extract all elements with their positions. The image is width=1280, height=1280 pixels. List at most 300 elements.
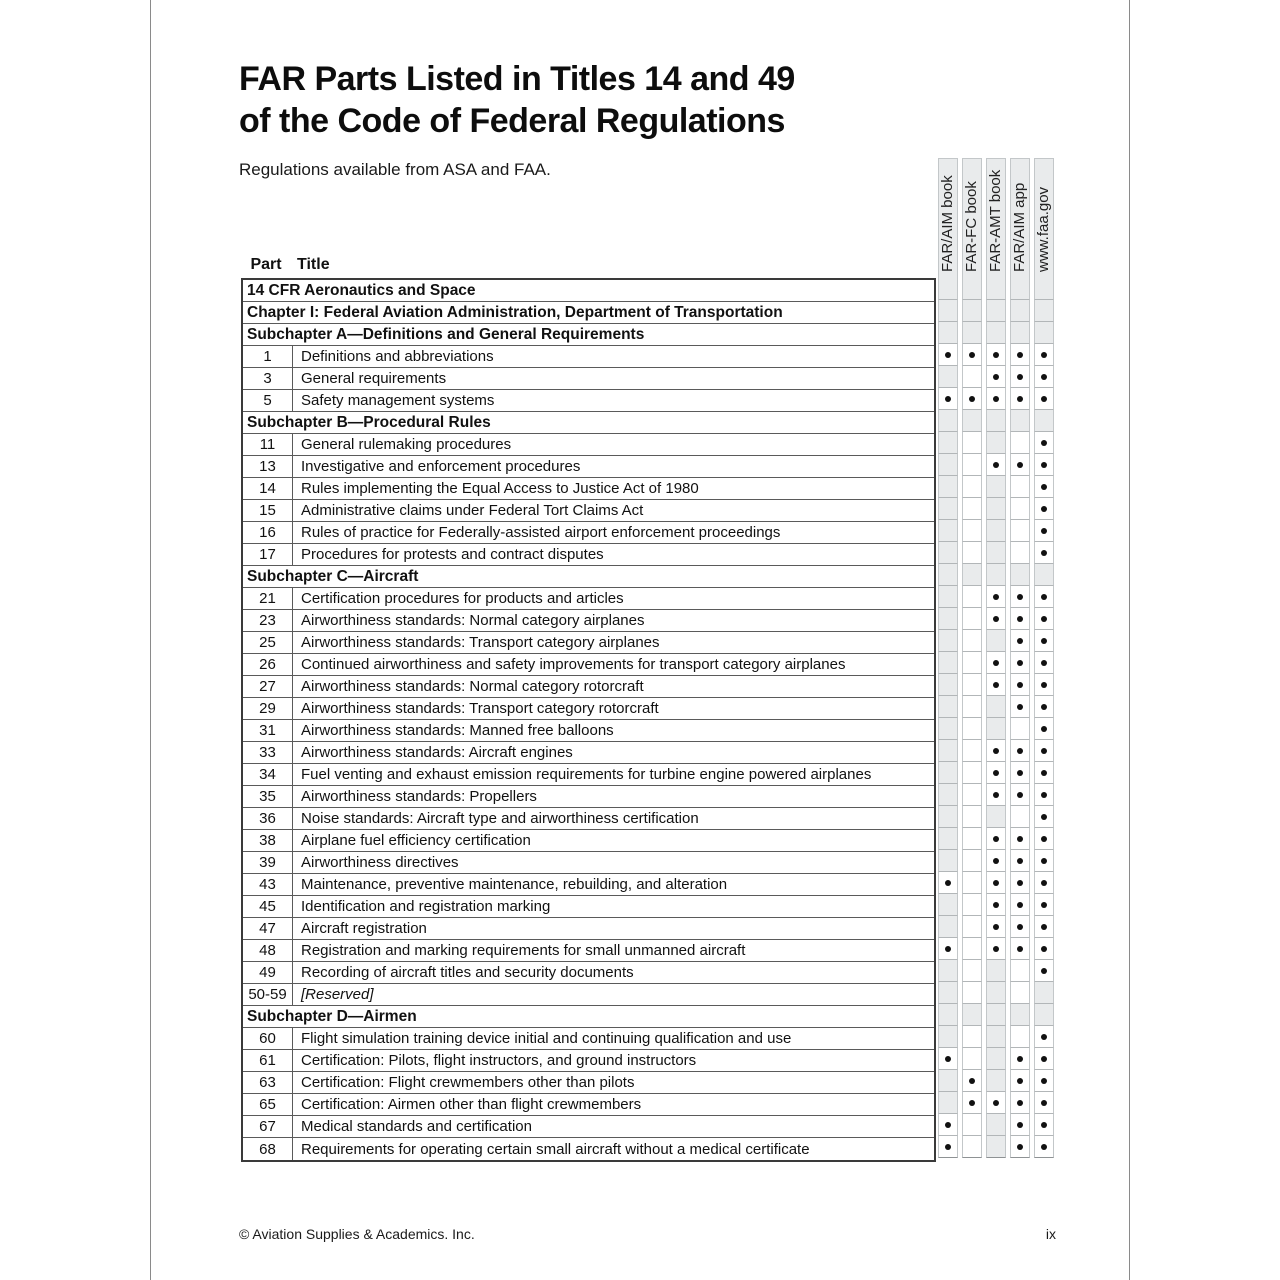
- availability-row: [938, 366, 1054, 388]
- availability-cell: [1034, 1136, 1054, 1158]
- availability-dot: [993, 682, 999, 688]
- availability-cell: [986, 806, 1006, 828]
- availability-dot: [1041, 1078, 1047, 1084]
- availability-dot: [1041, 858, 1047, 864]
- availability-dot: [993, 374, 999, 380]
- availability-dot: [1041, 1034, 1047, 1040]
- availability-dot: [993, 616, 999, 622]
- availability-cell: [1010, 718, 1030, 740]
- part-number-cell: 50-59: [243, 984, 293, 1005]
- availability-row: [938, 872, 1054, 894]
- availability-cell: [938, 630, 958, 652]
- availability-cell: [938, 740, 958, 762]
- table-row: [243, 522, 934, 544]
- availability-dot: [945, 396, 951, 402]
- availability-cell: [962, 344, 982, 366]
- availability-cell: [938, 1070, 958, 1092]
- section-row: [243, 302, 934, 324]
- part-number-cell: 31: [243, 720, 293, 741]
- section-row: [243, 280, 934, 302]
- availability-cell: [986, 586, 1006, 608]
- availability-cell: [938, 520, 958, 542]
- availability-cell: [962, 762, 982, 784]
- availability-cell: [1010, 1114, 1030, 1136]
- availability-cell: [1010, 344, 1030, 366]
- availability-dot: [1041, 396, 1047, 402]
- part-title-cell: Airworthiness directives: [301, 854, 459, 871]
- availability-dot: [1017, 682, 1023, 688]
- availability-cell: [938, 674, 958, 696]
- availability-cell: [1010, 740, 1030, 762]
- part-title-cell: Definitions and abbreviations: [301, 348, 494, 365]
- part-title-cell: Administrative claims under Federal Tort Claims Act: [301, 502, 644, 519]
- availability-dot: [1041, 814, 1047, 820]
- table-row: [243, 1116, 934, 1138]
- availability-cell: [962, 542, 982, 564]
- availability-cell: [962, 894, 982, 916]
- availability-cell: [938, 872, 958, 894]
- availability-cell: [1010, 652, 1030, 674]
- availability-cell: [1034, 806, 1054, 828]
- availability-cell: [986, 674, 1006, 696]
- table-row: [243, 456, 934, 478]
- availability-dot: [993, 924, 999, 930]
- section-row: [243, 1006, 934, 1028]
- availability-row: [938, 542, 1054, 564]
- availability-cell: [1010, 388, 1030, 410]
- table-row: [243, 764, 934, 786]
- part-number-cell: 25: [243, 632, 293, 653]
- availability-dot: [993, 660, 999, 666]
- availability-cell: [962, 454, 982, 476]
- availability-cell: [1034, 498, 1054, 520]
- availability-dot: [993, 352, 999, 358]
- availability-cell: [1010, 410, 1030, 432]
- page-footer: [239, 1226, 1056, 1242]
- availability-cell: [938, 696, 958, 718]
- availability-dot: [1041, 968, 1047, 974]
- availability-dot: [1041, 792, 1047, 798]
- part-number-cell: 39: [243, 852, 293, 873]
- availability-row: [938, 1136, 1054, 1158]
- availability-cell: [962, 322, 982, 344]
- part-title-cell: Rules of practice for Federally-assisted airport enforcement proceedings: [301, 524, 781, 541]
- availability-dot: [1017, 902, 1023, 908]
- column-header-label: www.faa.gov: [1035, 186, 1052, 272]
- availability-dot: [1041, 946, 1047, 952]
- availability-row: [938, 322, 1054, 344]
- availability-cell: [962, 696, 982, 718]
- column-header-label: FAR-AMT book: [987, 169, 1004, 272]
- availability-cell: [962, 1136, 982, 1158]
- availability-cell: [1034, 432, 1054, 454]
- availability-cell: [962, 278, 982, 300]
- availability-row: [938, 762, 1054, 784]
- availability-cell: [938, 982, 958, 1004]
- availability-dot: [1017, 880, 1023, 886]
- part-number-cell: 3: [243, 368, 293, 389]
- availability-cell: [962, 388, 982, 410]
- availability-cell: [962, 1114, 982, 1136]
- availability-dot: [1041, 880, 1047, 886]
- availability-row: [938, 938, 1054, 960]
- part-number-cell: 26: [243, 654, 293, 675]
- availability-cell: [938, 784, 958, 806]
- availability-cell: [986, 916, 1006, 938]
- availability-cell: [1010, 1070, 1030, 1092]
- availability-cell: [1010, 498, 1030, 520]
- part-column-label: Part: [250, 256, 282, 273]
- table-row: [243, 698, 934, 720]
- availability-cell: [938, 432, 958, 454]
- availability-cell: [1034, 938, 1054, 960]
- part-title-cell: Airworthiness standards: Aircraft engines: [301, 744, 573, 761]
- availability-row: [938, 1114, 1054, 1136]
- availability-cell: [938, 454, 958, 476]
- availability-cell: [986, 410, 1006, 432]
- availability-cell: [962, 916, 982, 938]
- part-number-cell: 33: [243, 742, 293, 763]
- availability-dot: [1041, 836, 1047, 842]
- part-number-cell: 45: [243, 896, 293, 917]
- availability-dot: [1017, 594, 1023, 600]
- column-header-label: FAR-FC book: [963, 181, 980, 272]
- availability-dot: [1017, 638, 1023, 644]
- availability-cell: [962, 1092, 982, 1114]
- availability-dot: [1041, 726, 1047, 732]
- part-title-cell: Certification: Pilots, flight instructors, and ground instructors: [301, 1052, 697, 1069]
- part-title-cell: Identification and registration marking: [301, 898, 551, 915]
- part-number-cell: 38: [243, 830, 293, 851]
- part-title-cell: Noise standards: Aircraft type and airworthiness certification: [301, 810, 699, 827]
- availability-cell: [1034, 1004, 1054, 1026]
- availability-row: [938, 806, 1054, 828]
- availability-cell: [1034, 872, 1054, 894]
- availability-dot: [1017, 1100, 1023, 1106]
- availability-dot: [1017, 462, 1023, 468]
- availability-cell: [986, 960, 1006, 982]
- title-column-label: Title: [297, 256, 330, 273]
- availability-dot: [945, 946, 951, 952]
- availability-row: [938, 454, 1054, 476]
- availability-dot: [1041, 748, 1047, 754]
- part-title-cell: Continued airworthiness and safety improvements for transport category airplanes: [301, 656, 846, 673]
- availability-cell: [986, 564, 1006, 586]
- availability-row: [938, 344, 1054, 366]
- availability-cell: [962, 740, 982, 762]
- availability-dot: [1041, 1056, 1047, 1062]
- column-header-strip: [986, 158, 1006, 278]
- availability-cell: [1034, 344, 1054, 366]
- availability-cell: [1010, 982, 1030, 1004]
- availability-cell: [1010, 608, 1030, 630]
- table-row: [243, 786, 934, 808]
- part-number-cell: 14: [243, 478, 293, 499]
- part-number-cell: 13: [243, 456, 293, 477]
- availability-row: [938, 520, 1054, 542]
- availability-cell: [962, 850, 982, 872]
- part-number-cell: 67: [243, 1116, 293, 1137]
- availability-cell: [1010, 938, 1030, 960]
- availability-dot: [969, 1078, 975, 1084]
- availability-dot: [993, 946, 999, 952]
- availability-dot: [1017, 770, 1023, 776]
- part-number-cell: 68: [243, 1138, 293, 1160]
- far-parts-table: [241, 278, 936, 1162]
- table-row: [243, 390, 934, 412]
- availability-cell: [986, 784, 1006, 806]
- part-title-cell: Airworthiness standards: Manned free balloons: [301, 722, 614, 739]
- availability-cell: [986, 476, 1006, 498]
- availability-cell: [986, 322, 1006, 344]
- availability-dot: [1041, 770, 1047, 776]
- availability-cell: [1034, 278, 1054, 300]
- availability-cell: [986, 366, 1006, 388]
- availability-cell: [938, 586, 958, 608]
- part-title-cell: Fuel venting and exhaust emission requirements for turbine engine powered airplanes: [301, 766, 872, 783]
- availability-cell: [962, 564, 982, 586]
- availability-cell: [1034, 652, 1054, 674]
- column-header-strip: [1034, 158, 1054, 278]
- section-title: Subchapter C—Aircraft: [247, 567, 419, 585]
- availability-dot: [993, 770, 999, 776]
- availability-cell: [1010, 520, 1030, 542]
- column-header-label: FAR/AIM book: [939, 175, 956, 272]
- availability-row: [938, 608, 1054, 630]
- availability-row: [938, 982, 1054, 1004]
- availability-dot: [1017, 836, 1023, 842]
- availability-dot: [945, 352, 951, 358]
- part-number-cell: 15: [243, 500, 293, 521]
- availability-row: [938, 916, 1054, 938]
- availability-cell: [1034, 1114, 1054, 1136]
- section-row: [243, 566, 934, 588]
- availability-cell: [986, 696, 1006, 718]
- availability-row: [938, 1004, 1054, 1026]
- availability-dot: [1041, 1122, 1047, 1128]
- availability-cell: [962, 982, 982, 1004]
- section-title: Subchapter A—Definitions and General Requirements: [247, 325, 645, 343]
- table-row: [243, 676, 934, 698]
- availability-cell: [986, 520, 1006, 542]
- availability-dot: [1041, 704, 1047, 710]
- availability-cell: [986, 1070, 1006, 1092]
- availability-cell: [986, 850, 1006, 872]
- availability-dot: [1041, 484, 1047, 490]
- availability-cell: [1010, 564, 1030, 586]
- availability-cell: [938, 828, 958, 850]
- availability-cell: [1010, 894, 1030, 916]
- part-title-cell: Procedures for protests and contract disputes: [301, 546, 604, 563]
- availability-dot: [969, 352, 975, 358]
- part-title-cell: Airworthiness standards: Transport category rotorcraft: [301, 700, 659, 717]
- availability-cell: [1034, 1070, 1054, 1092]
- availability-dot: [945, 880, 951, 886]
- availability-dot: [993, 594, 999, 600]
- availability-dot: [1017, 1144, 1023, 1150]
- part-title-cell: General rulemaking procedures: [301, 436, 512, 453]
- availability-cell: [938, 300, 958, 322]
- part-number-cell: 60: [243, 1028, 293, 1049]
- availability-dot: [1041, 924, 1047, 930]
- part-number-cell: 11: [243, 434, 293, 455]
- availability-cell: [938, 652, 958, 674]
- part-number-cell: 21: [243, 588, 293, 609]
- availability-cell: [1034, 894, 1054, 916]
- availability-row: [938, 1026, 1054, 1048]
- availability-dot: [1017, 1056, 1023, 1062]
- availability-dot: [993, 902, 999, 908]
- availability-row: [938, 630, 1054, 652]
- availability-dot: [1017, 1078, 1023, 1084]
- availability-cell: [986, 498, 1006, 520]
- availability-cell: [986, 454, 1006, 476]
- availability-cell: [1010, 674, 1030, 696]
- part-title-cell: [Reserved]: [301, 986, 374, 1003]
- table-row: [243, 632, 934, 654]
- availability-cell: [938, 388, 958, 410]
- availability-row: [938, 564, 1054, 586]
- availability-dot: [1041, 594, 1047, 600]
- availability-cell: [1010, 1048, 1030, 1070]
- availability-dot: [945, 1144, 951, 1150]
- availability-dot: [1041, 528, 1047, 534]
- availability-cell: [986, 542, 1006, 564]
- table-row: [243, 852, 934, 874]
- availability-cell: [986, 718, 1006, 740]
- availability-cell: [938, 1004, 958, 1026]
- availability-cell: [1010, 322, 1030, 344]
- availability-cell: [938, 410, 958, 432]
- availability-cell: [1034, 828, 1054, 850]
- part-title-cell: Recording of aircraft titles and security documents: [301, 964, 634, 981]
- section-row: [243, 412, 934, 434]
- table-row: [243, 478, 934, 500]
- table-row: [243, 1028, 934, 1050]
- part-number-cell: 34: [243, 764, 293, 785]
- availability-cell: [986, 388, 1006, 410]
- availability-cell: [938, 1048, 958, 1070]
- part-title-cell: Safety management systems: [301, 392, 495, 409]
- availability-dot: [1017, 660, 1023, 666]
- availability-cell: [1034, 322, 1054, 344]
- availability-dot: [1017, 946, 1023, 952]
- availability-cell: [938, 498, 958, 520]
- availability-row: [938, 278, 1054, 300]
- table-row: [243, 544, 934, 566]
- table-row: [243, 962, 934, 984]
- section-row: [243, 324, 934, 346]
- availability-dot: [1041, 616, 1047, 622]
- availability-dot: [993, 836, 999, 842]
- availability-dot: [993, 396, 999, 402]
- availability-cell: [1010, 476, 1030, 498]
- page-title: [239, 58, 795, 142]
- availability-cell: [1034, 476, 1054, 498]
- availability-cell: [938, 850, 958, 872]
- availability-dot: [1041, 660, 1047, 666]
- availability-cell: [938, 1136, 958, 1158]
- table-row: [243, 346, 934, 368]
- copyright-text: © Aviation Supplies & Academics. Inc.: [239, 1226, 475, 1242]
- availability-column-headers: [938, 158, 1054, 278]
- availability-cell: [938, 1092, 958, 1114]
- part-title-cell: Requirements for operating certain small aircraft without a medical certificate: [301, 1140, 810, 1158]
- availability-cell: [1010, 366, 1030, 388]
- availability-cell: [938, 806, 958, 828]
- availability-dot: [1041, 352, 1047, 358]
- part-number-cell: 17: [243, 544, 293, 565]
- availability-dot: [1041, 440, 1047, 446]
- availability-cell: [962, 828, 982, 850]
- availability-cell: [1010, 696, 1030, 718]
- availability-cell: [986, 344, 1006, 366]
- part-title-cell: Registration and marking requirements for small unmanned aircraft: [301, 942, 746, 959]
- availability-cell: [938, 894, 958, 916]
- availability-row: [938, 894, 1054, 916]
- availability-cell: [962, 938, 982, 960]
- section-title: Subchapter B—Procedural Rules: [247, 413, 491, 431]
- availability-dot: [1017, 396, 1023, 402]
- part-title-cell: Maintenance, preventive maintenance, rebuilding, and alteration: [301, 876, 728, 893]
- availability-cell: [1034, 696, 1054, 718]
- availability-cell: [938, 344, 958, 366]
- availability-dot: [1041, 550, 1047, 556]
- availability-row: [938, 696, 1054, 718]
- availability-row: [938, 850, 1054, 872]
- availability-cell: [1010, 1092, 1030, 1114]
- availability-cell: [962, 1026, 982, 1048]
- availability-cell: [962, 872, 982, 894]
- availability-note: Regulations available from ASA and FAA.: [239, 160, 551, 179]
- availability-cell: [1010, 916, 1030, 938]
- availability-cell: [1034, 718, 1054, 740]
- availability-dot: [993, 462, 999, 468]
- table-row: [243, 654, 934, 676]
- availability-cell: [1034, 542, 1054, 564]
- availability-cell: [986, 740, 1006, 762]
- availability-cell: [938, 366, 958, 388]
- availability-cell: [962, 498, 982, 520]
- part-title-cell: Certification: Flight crewmembers other than pilots: [301, 1074, 635, 1091]
- availability-cell: [1010, 542, 1030, 564]
- part-number-cell: 47: [243, 918, 293, 939]
- availability-cell: [986, 938, 1006, 960]
- availability-cell: [962, 718, 982, 740]
- availability-cell: [986, 1048, 1006, 1070]
- availability-cell: [1010, 1136, 1030, 1158]
- part-title-cell: Airworthiness standards: Normal category rotorcraft: [301, 678, 644, 695]
- availability-cell: [986, 828, 1006, 850]
- availability-cell: [938, 938, 958, 960]
- table-row: [243, 830, 934, 852]
- part-number-cell: 36: [243, 808, 293, 829]
- document-page: [150, 0, 1130, 1280]
- availability-dot: [993, 792, 999, 798]
- part-number-cell: 35: [243, 786, 293, 807]
- availability-cell: [986, 1092, 1006, 1114]
- availability-dot: [993, 880, 999, 886]
- availability-row: [938, 498, 1054, 520]
- availability-row: [938, 300, 1054, 322]
- availability-dot: [1017, 924, 1023, 930]
- availability-dot: [1041, 374, 1047, 380]
- availability-row: [938, 586, 1054, 608]
- availability-row: [938, 410, 1054, 432]
- availability-cell: [1010, 872, 1030, 894]
- availability-row: [938, 718, 1054, 740]
- availability-cell: [986, 762, 1006, 784]
